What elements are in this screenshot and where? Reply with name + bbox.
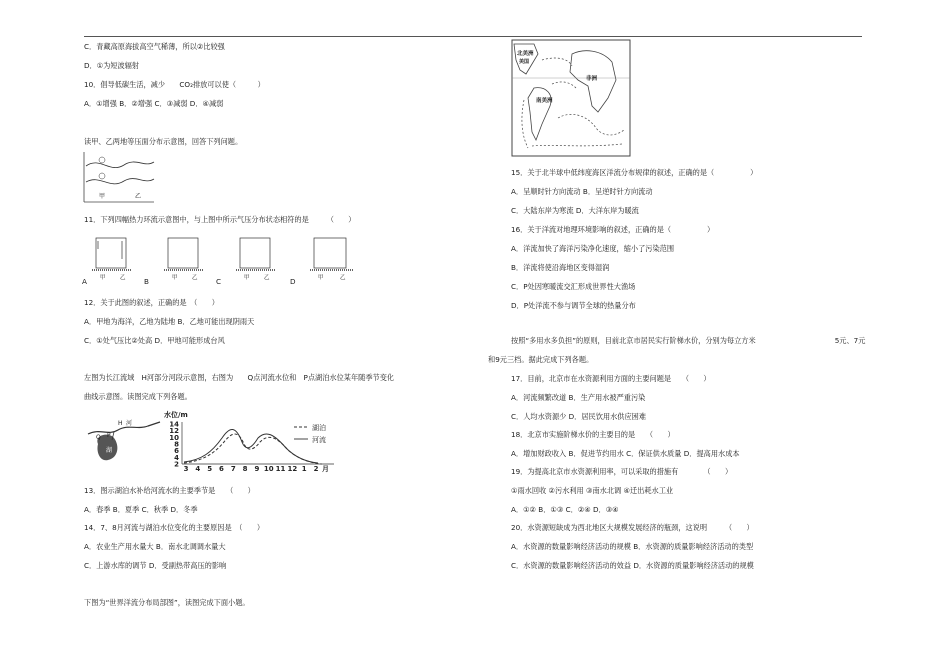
x-tick-label: 5 xyxy=(207,465,213,473)
x-tick-label: 8 xyxy=(242,465,248,473)
q18-option-b[interactable]: B．促进节约用水 xyxy=(568,449,624,458)
lake-intro: 左图为长江流域 H河部分河段示意图，右图为 Q点河流水位和 P点湖泊水位某年随季节变化 xyxy=(84,373,395,382)
q16-option-c[interactable]: C．P处因寒暖流交汇形成世界性大渔场 xyxy=(511,282,636,291)
q16-option-b[interactable]: B．洋流将使沿海地区变得湿润 xyxy=(511,263,610,272)
q13-option-c[interactable]: C．秋季 xyxy=(141,505,169,514)
x-tick-label: 2 xyxy=(313,465,319,473)
map-label-q: Q xyxy=(96,434,101,441)
svg-text:乙: 乙 xyxy=(340,275,346,281)
map-label-africa: 非洲 xyxy=(586,76,598,82)
x-tick-label: 12 xyxy=(287,465,298,473)
q10-option-c[interactable]: C．③减弱 xyxy=(154,99,188,108)
header-rule xyxy=(84,36,862,37)
q13-option-b[interactable]: B．夏季 xyxy=(112,505,140,514)
x-unit: 月 xyxy=(322,465,329,473)
chart-ylabel: 水位/m xyxy=(164,411,188,419)
q19-option-c[interactable]: C．②④ xyxy=(565,505,591,514)
map-label-south-america: 南美洲 xyxy=(536,98,553,104)
svg-text:甲: 甲 xyxy=(244,275,250,281)
q14-option-c[interactable]: C．上游水库的调节 xyxy=(84,561,147,570)
q11-letter-a[interactable]: A xyxy=(82,277,87,286)
q15-row2 xyxy=(511,206,639,215)
q20-option-d[interactable]: D．水资源的质量影响经济活动的规模 xyxy=(633,561,754,570)
q12-option-b[interactable]: B．乙地可能出现阴雨天 xyxy=(177,317,255,326)
q19-stem: 19．为提高北京市水资源利用率，可以采取的措施有 （ ） xyxy=(511,467,733,476)
x-tick-label: 7 xyxy=(230,465,236,473)
x-tick-label: 9 xyxy=(254,465,260,473)
ocean-intro: 下图为“世界洋流分布局部图”，读图完成下面小题。 xyxy=(84,598,250,607)
q10-options xyxy=(84,99,223,108)
q18-options xyxy=(511,449,740,458)
q14-row1 xyxy=(84,542,226,551)
q13-option-a[interactable]: A．春季 xyxy=(84,505,111,514)
q19-option-d[interactable]: D．③④ xyxy=(593,505,619,514)
q14-option-b[interactable]: B．南水北调调水量大 xyxy=(155,542,226,551)
iso-label-jia: 甲 xyxy=(98,193,106,200)
svg-text:乙: 乙 xyxy=(264,275,270,281)
q17-row1 xyxy=(511,393,645,402)
q16-stem: 16．关于洋流对地理环境影响的叙述，正确的是（ ） xyxy=(511,225,715,234)
q18-stem: 18．北京市实施阶梯水价的主要目的是 （ ） xyxy=(511,430,675,439)
q11-letter-c[interactable]: C xyxy=(216,277,222,286)
q9-option-d: D．①为短波辐射 xyxy=(84,61,140,70)
map-label-lake: 湖 xyxy=(106,447,113,454)
q19-item-4: ④迁出耗水工业 xyxy=(623,486,674,495)
isobar-diagram xyxy=(84,152,154,204)
q11-diagram-c[interactable] xyxy=(236,235,276,281)
q11-diagram-d[interactable] xyxy=(310,235,354,281)
q12-option-a[interactable]: A．甲地为海洋，乙地为陆地 xyxy=(84,317,176,326)
q17-option-b[interactable]: B．生产用水被严重污染 xyxy=(568,393,646,402)
q15-stem: 15．关于北半球中低纬度海区洋流分布规律的叙述，正确的是（ ） xyxy=(511,168,758,177)
svg-text:乙: 乙 xyxy=(120,275,126,281)
q10-option-a[interactable]: A．①增强 xyxy=(84,99,117,108)
q19-option-a[interactable]: A．①② xyxy=(511,505,536,514)
q15-option-a[interactable]: A．呈顺时针方向流动 xyxy=(511,187,581,196)
svg-text:甲: 甲 xyxy=(318,275,324,281)
q10-stem: 10．倡导低碳生活，减少 CO₂排放可以使（ ） xyxy=(84,80,265,89)
q12-option-c[interactable]: C．①处气压比②处高 xyxy=(84,336,153,345)
iso-label-yi: 乙 xyxy=(134,193,142,200)
water-intro: 按照“多用水多负担”的原则，目前北京市居民实行阶梯水价，分别为每立方米 5元、7元 xyxy=(511,336,866,345)
q10-option-d[interactable]: D．④减弱 xyxy=(189,99,224,108)
q12-row1 xyxy=(84,317,254,326)
water-level-chart xyxy=(162,408,352,472)
q18-option-d[interactable]: D．提高用水成本 xyxy=(683,449,740,458)
q16-option-a[interactable]: A．洋流加快了海洋污染净化速度，缩小了污染范围 xyxy=(511,244,675,253)
map-label-p: P xyxy=(107,432,111,439)
q12-option-d[interactable]: D．甲地可能形成台风 xyxy=(154,336,225,345)
q15-option-b[interactable]: B．呈逆时针方向流动 xyxy=(582,187,653,196)
q18-option-a[interactable]: A．增加财政收入 xyxy=(511,449,567,458)
ocean-current-map xyxy=(512,40,632,158)
q19-item-2: ②污水利用 xyxy=(548,486,584,495)
lake-intro-2: 曲线示意图。读图完成下列各题。 xyxy=(84,392,192,401)
y-tick-label: 4 xyxy=(174,453,179,462)
q17-option-a[interactable]: A．河流频繁改道 xyxy=(511,393,567,402)
svg-text:乙: 乙 xyxy=(192,275,198,281)
q13-options xyxy=(84,505,198,514)
q12-row2 xyxy=(84,336,225,345)
q20-option-b[interactable]: B．水资源的质量影响经济活动的类型 xyxy=(633,542,754,551)
q11-stem: 11．下列四幅热力环流示意图中，与上图中所示气压分布状态相符的是 （ ） xyxy=(84,215,356,224)
q13-stem: 13．图示湖泊水补给河流水的主要季节是 （ ） xyxy=(84,486,255,495)
q17-stem: 17．目前，北京市在水资源利用方面的主要问题是 （ ） xyxy=(511,374,711,383)
water-intro-2: 和9元三档。据此完成下列各题。 xyxy=(488,355,594,364)
q14-option-a[interactable]: A．农业生产用水量大 xyxy=(84,542,154,551)
q19-options xyxy=(511,505,619,514)
x-tick-label: 3 xyxy=(183,465,189,473)
q11-letter-d[interactable]: D xyxy=(290,277,296,286)
y-tick-label: 6 xyxy=(174,447,179,456)
y-tick-label: 8 xyxy=(174,440,179,449)
q12-stem: 12．关于此图的叙述，正确的是 （ ） xyxy=(84,298,219,307)
x-tick-label: 10 xyxy=(263,465,274,473)
q19-item-1: ①雨水回收 xyxy=(511,486,547,495)
q20-option-c[interactable]: C．水资源的数量影响经济活动的效益 xyxy=(511,561,632,570)
q11-diagram-b[interactable] xyxy=(164,235,204,281)
q20-option-a[interactable]: A．水资源的数量影响经济活动的规模 xyxy=(511,542,631,551)
map-label-h: H xyxy=(118,420,123,427)
map-label-river: 河 xyxy=(126,420,133,427)
x-tick-label: 1 xyxy=(301,465,307,473)
q9-option-c: C．青藏高原海拔高空气稀薄，所以②比较强 xyxy=(84,42,225,51)
y-tick-label: 2 xyxy=(174,460,179,469)
legend-river: 河流 xyxy=(312,436,326,444)
q11-diagram-a[interactable] xyxy=(92,235,132,281)
q11-letter-b[interactable]: B xyxy=(144,277,149,286)
legend-lake: 湖泊 xyxy=(312,424,326,432)
q20-stem: 20．水资源短缺成为西北地区大规模发展经济的瓶颈，这说明 （ ） xyxy=(511,523,754,532)
svg-text:甲: 甲 xyxy=(100,275,106,281)
q20-row1 xyxy=(511,542,753,551)
svg-text:甲: 甲 xyxy=(172,275,178,281)
q19-item-3: ③南水北调 xyxy=(586,486,622,495)
series-lake-line xyxy=(184,434,322,464)
x-tick-label: 4 xyxy=(195,465,201,473)
map-label-north-america: 北美洲 xyxy=(517,51,534,57)
q14-option-d[interactable]: D．受副热带高压的影响 xyxy=(148,561,227,570)
q14-stem: 14．7、8月河流与湖泊水位变化的主要原因是 （ ） xyxy=(84,523,265,532)
q17-row2 xyxy=(511,412,646,421)
y-tick-label: 14 xyxy=(169,420,179,429)
river-lake-map xyxy=(88,416,160,464)
q15-option-d[interactable]: D．大洋东岸为暖流 xyxy=(575,206,639,215)
q17-option-d[interactable]: D．居民饮用水供应困难 xyxy=(568,412,647,421)
q10-option-b[interactable]: B．②增强 xyxy=(119,99,153,108)
y-tick-label: 12 xyxy=(169,427,179,436)
q14-row2 xyxy=(84,561,226,570)
q17-option-c[interactable]: C．人均水资源少 xyxy=(511,412,567,421)
q15-option-c[interactable]: C．大陆东岸为寒流 xyxy=(511,206,574,215)
q19-option-b[interactable]: B．①③ xyxy=(538,505,564,514)
q16-option-d[interactable]: D．P处洋流不参与调节全球的热量分布 xyxy=(511,301,636,310)
q13-option-d[interactable]: D．冬季 xyxy=(170,505,198,514)
x-tick-label: 11 xyxy=(275,465,286,473)
q20-row2 xyxy=(511,561,754,570)
q15-row1 xyxy=(511,187,653,196)
q19-items xyxy=(511,486,673,495)
pressure-intro: 读甲、乙两地等压面分布示意图，回答下列问题。 xyxy=(84,137,243,146)
x-tick-label: 6 xyxy=(219,465,224,473)
y-tick-label: 10 xyxy=(169,433,179,442)
map-label-usa: 美国 xyxy=(519,59,530,65)
q18-option-c[interactable]: C．保证供水质量 xyxy=(626,449,682,458)
